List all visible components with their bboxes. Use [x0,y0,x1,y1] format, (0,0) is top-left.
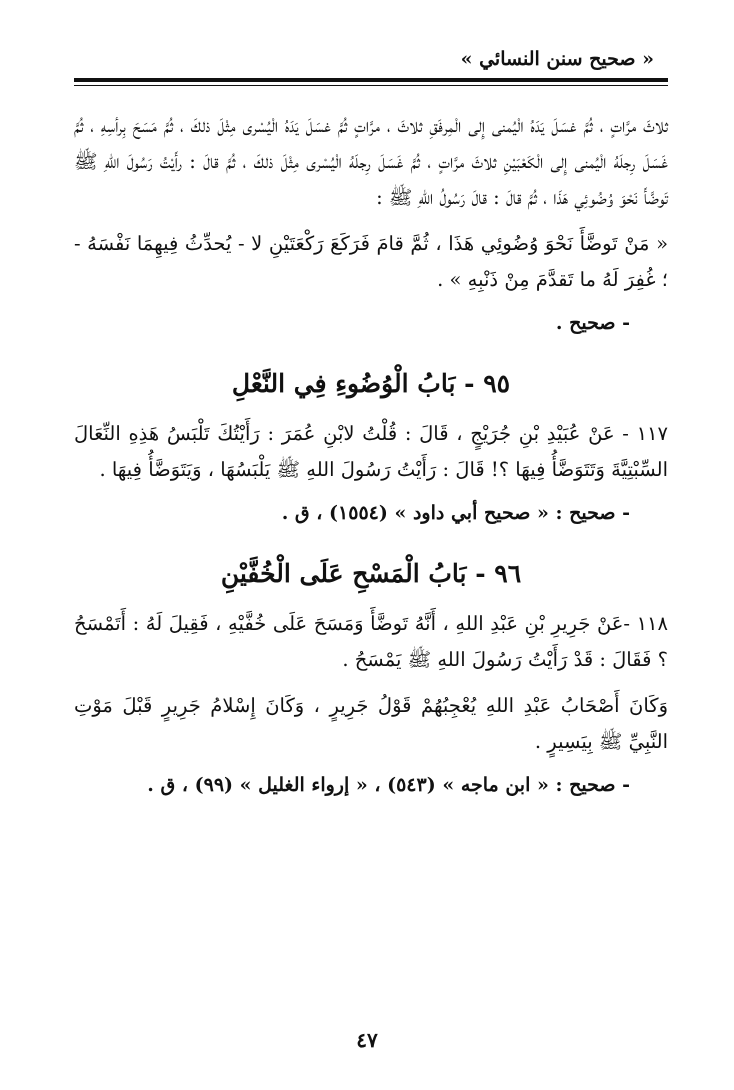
hadith-116-continuation: ثلاثَ مرَّاتٍ ، ثُمَّ غسَلَ يَدَهُ الْيُمنى إِلى الْمِرفَقِ ثلاثَ ، مرَّاتٍ ثُمَّ غسَلَ يَدَهُ الْيُسْرى مِثْلَ ذلكَ ، ثُمَّ مَسَحَ بِرأسِهِ ، ثُمَّ غَسَلَ رِجلَهُ الْيُمنى إِلى الْكَعْبَيْنِ ثلاثَ مرَّاتٍ ، ثُمَّ غَسَلَ رِجلَهُ الْيُسْرى مِثْلَ ذلكَ ، ثُمَّ قالَ : رأَيْتُ رَسُولَ اللهِ ﷺ تَوضَّأَ نَحْوَ وُضُوئِي هَذَا ، ثُمَّ قالَ : قالَ رَسُولُ اللهِ ﷺ : [74,114,668,209]
page-body [74,108,668,826]
grading-116: - صحيح . [555,312,630,334]
hadith-118-note: وَكَانَ أَصْحَابُ عَبْدِ اللهِ يُعْجِبُهُمْ قَوْلُ جَرِيرٍ ، وَكَانَ إِسْلامُ جَرِيرٍ قَبْلَ مَوْتِ النَّبِيِّ ﷺ بِيَسِيرٍ . [74,694,668,753]
running-header-title: « صحيح سنن النسائي » [460,48,654,70]
page-number: ٤٧ [356,1028,378,1052]
hadith-118: ١١٨ -عَنْ جَرِيرِ بْنِ عَبْدِ اللهِ ، أَنَّهُ تَوضَّأَ وَمَسَحَ عَلَى خُفَّيْهِ ، فَقِيلَ لَهُ : أَتَمْسَحُ ؟ فَقَالَ : قَدْ رَأَيْتُ رَسُولَ اللهِ ﷺ يَمْسَحُ . [74,612,668,671]
grading-118: - صحيح : « ابن ماجه » (٥٤٣) ، « إرواء الغليل » (٩٩) ، ق . [147,774,630,796]
chapter-heading-96: ٩٦ - بَابُ الْمَسْحِ عَلَى الْخُفَّيْنِ [220,559,522,588]
hadith-116-quote: « مَنْ تَوضَّأَ نَحْوَ وُضُوئِي هَذَا ، ثُمَّ قامَ فَرَكَعَ رَكْعَتَيْنِ لا - يُحدِّثُ فِيهِمَا نَفْسَهُ - ؛ غُفِرَ لَهُ ما تَقدَّمَ مِنْ ذَنْبِهِ » . [74,232,668,291]
chapter-heading-95: ٩٥ - بَابُ الْوُضُوءِ فِي النَّعْلِ [231,369,511,398]
grading-117: - صحيح : « صحيح أبي داود » (١٥٥٤) ، ق . [281,502,630,524]
header-rule-thin [74,85,668,86]
header-rule-thick [74,78,668,82]
hadith-117: ١١٧ - عَنْ عُبَيْدِ بْنِ جُرَيْجٍ ، قَالَ : قُلْتُ لابْنِ عُمَرَ : رَأَيْتُكَ تَلْبَسُ هَذِهِ النِّعَالَ السِّبْتِيَّةَ وَتَتَوَضَّأُ فِيهَا ؟! قَالَ : رَأَيْتُ رَسُولَ اللهِ ﷺ يَلْبَسُهَا ، وَيَتَوَضَّأُ فِيهَا . [74,422,668,481]
